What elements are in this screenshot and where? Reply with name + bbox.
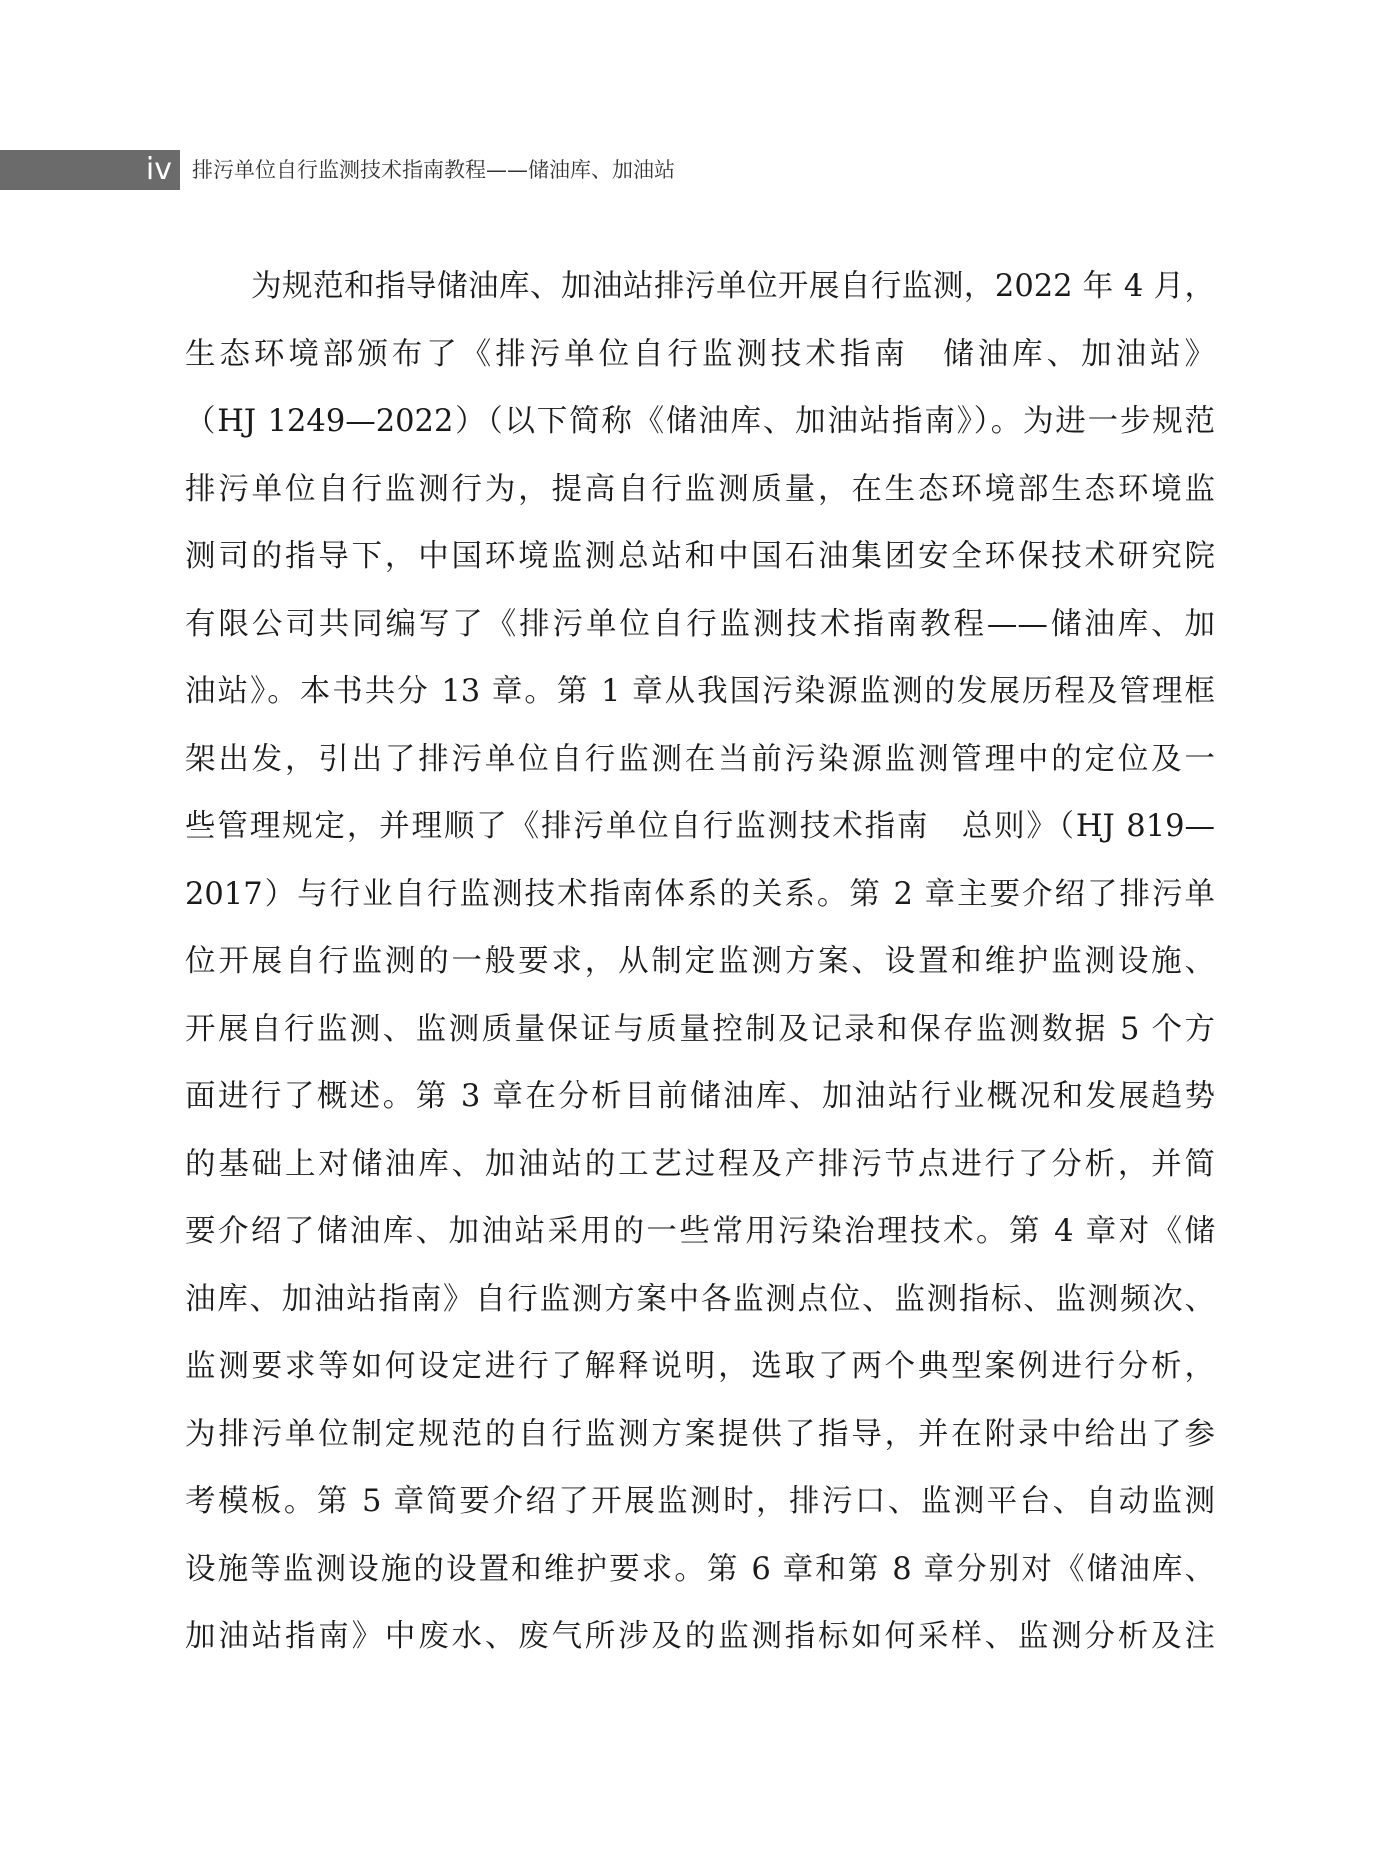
text-line: 面进行了概述。第 3 章在分析目前储油库、加油站行业概况和发展趋势 [185,1079,1215,1114]
text-line: 监测要求等如何设定进行了解释说明，选取了两个典型案例进行分析， [185,1349,1215,1384]
text-line: 开展自行监测、监测质量保证与质量控制及记录和保存监测数据 5 个方 [185,1011,1215,1047]
text-line: 为规范和指导储油库、加油站排污单位开展自行监测，2022 年 4 月， [251,269,1215,304]
running-header [0,150,1386,190]
text-line: 油站》。本书共分 13 章。第 1 章从我国污染源监测的发展历程及管理框 [185,674,1215,709]
text-line: 设施等监测设施的设置和维护要求。第 6 章和第 8 章分别对《储油库、 [185,1551,1215,1587]
text-line: 位开展自行监测的一般要求，从制定监测方案、设置和维护监测设施、 [185,944,1215,979]
text-line: 测司的指导下，中国环境监测总站和中国石油集团安全环保技术研究院 [185,539,1215,574]
text-line: 有限公司共同编写了《排污单位自行监测技术指南教程——储油库、加 [185,606,1215,642]
text-line: 2017）与行业自行监测技术指南体系的关系。第 2 章主要介绍了排污单 [185,876,1215,912]
text-line: 排污单位自行监测行为，提高自行监测质量，在生态环境部生态环境监 [185,471,1215,507]
text-line: 要介绍了储油库、加油站采用的一些常用污染治理技术。第 4 章对《储 [185,1214,1215,1249]
text-line: 为排污单位制定规范的自行监测方案提供了指导，并在附录中给出了参 [185,1416,1215,1452]
text-line: 些管理规定，并理顺了《排污单位自行监测技术指南 总则》（HJ 819— [185,809,1215,844]
text-line: （HJ 1249—2022）（以下简称《储油库、加油站指南》）。为进一步规范 [185,404,1215,439]
text-line: 考模板。第 5 章简要介绍了开展监测时，排污口、监测平台、自动监测 [185,1484,1215,1519]
body-paragraph [185,262,1215,1680]
header-bar [0,150,180,190]
text-line: 加油站指南》中废水、废气所涉及的监测指标如何采样、监测分析及注 [185,1619,1215,1654]
text-line: 架出发，引出了排污单位自行监测在当前污染源监测管理中的定位及一 [185,741,1215,777]
text-line: 的基础上对储油库、加油站的工艺过程及产排污节点进行了分析，并简 [185,1146,1215,1182]
text-line: 生态环境部颁布了《排污单位自行监测技术指南 储油库、加油站》 [185,336,1215,372]
text-line: 油库、加油站指南》自行监测方案中各监测点位、监测指标、监测频次、 [185,1281,1215,1317]
book-title: 排污单位自行监测技术指南教程——储油库、加油站 [192,158,675,182]
page-number: iv [145,152,172,187]
